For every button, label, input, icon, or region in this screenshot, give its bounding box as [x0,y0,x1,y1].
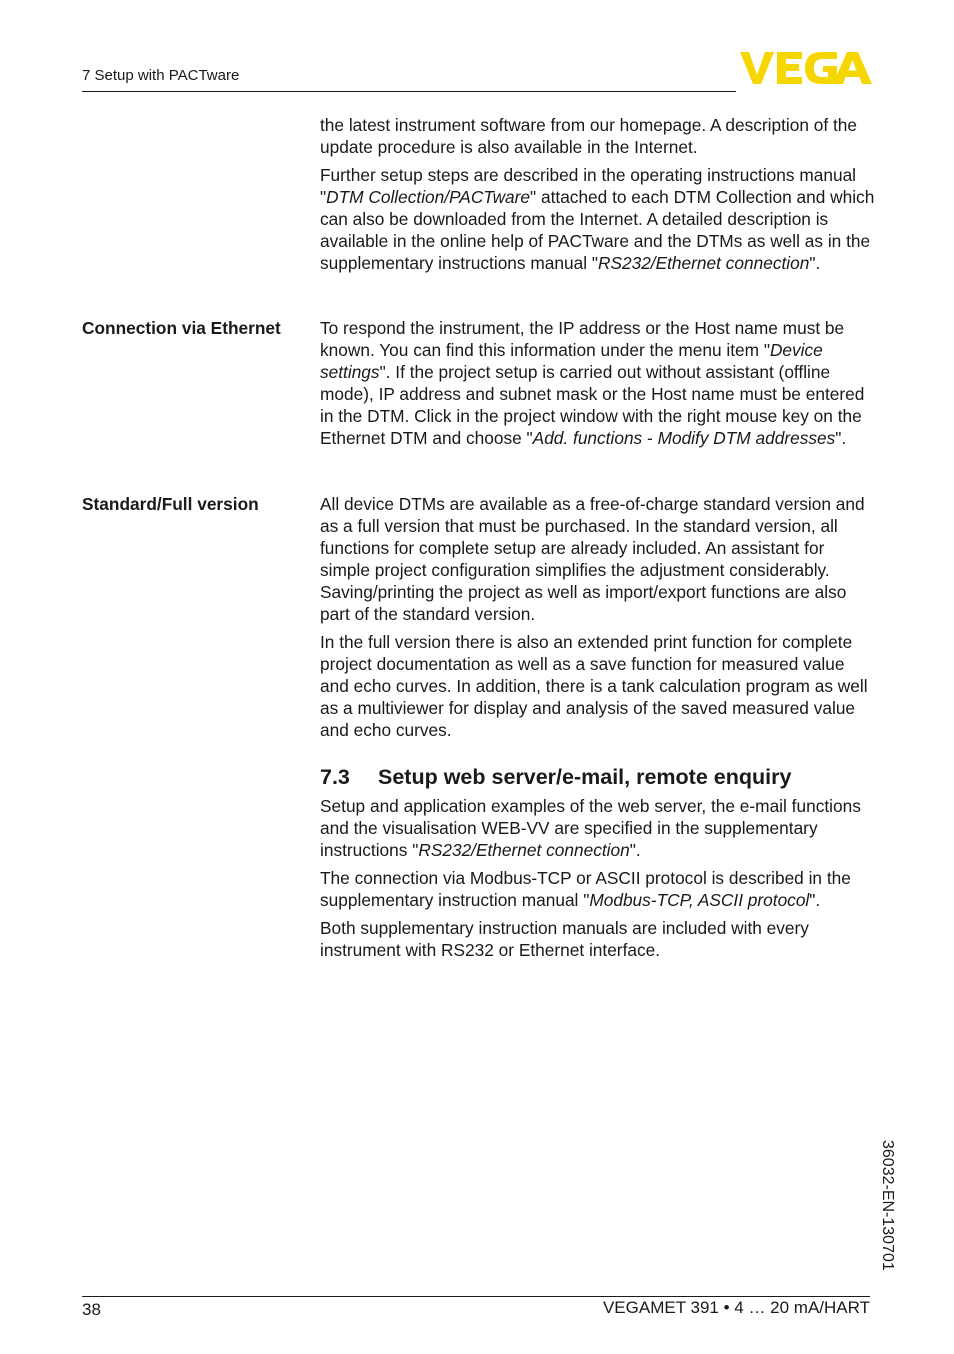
section-7-3-paragraph-1: Setup and application examples of the web server, the e-mail functions and the visualisation WEB-VV are specified in the supplementary instructions "RS232/Ethernet connection". [320,796,861,860]
ethernet-paragraph: To respond the instrument, the IP address or the Host name must be known. You can find this information under the menu item "Device settings". If the project setup is carried out without assistant (offline mode), IP address and subnet mask or the Host name must be entered in the DTM. Click in the project window with the right mouse key on the Ethernet DTM and choose "Add. functions - Modify DTM addresses". [320,318,865,448]
ethernet-text [320,317,876,455]
intro-paragraph-2: Further setup steps are described in the operating instructions manual "DTM Collection/PACTware" attached to each DTM Collection and which can also be downloaded from the Internet. A detailed description is available in the online help of PACTware and the DTMs as well as in the supplementary instructions manual "RS232/Ethernet connection". [320,165,875,273]
standard-paragraph-1: All device DTMs are available as a free-of-charge standard version and as a full version that must be purchased. In the standard version, all functions for complete setup are already included. An assistant for simple project configuration simplifies the adjustment considerably. Saving/printing the project as well as import/export functions are also part of the standard version. [320,494,865,624]
standard-version-label: Standard/Full version [82,494,259,514]
vega-logo [740,51,872,85]
section-title: Setup web server/e-mail, remote enquiry [378,765,792,789]
section-7-3-text [320,795,876,967]
running-header: 7 Setup with PACTware [82,67,240,84]
header-divider [82,91,736,92]
product-name: VEGAMET 391 • 4 … 20 mA/HART [602,1298,870,1317]
page-number: 38 [82,1300,101,1319]
standard-paragraph-2: In the full version there is also an extended print function for complete project documentation as well as a save function for measured value and echo curves. In addition, there is a tank calculation program as well as a multiviewer for display and analysis of the saved measured value and echo curves. [320,632,868,740]
standard-version-text [320,493,876,747]
intro-text [320,114,876,280]
ethernet-label: Connection via Ethernet [82,318,281,338]
section-7-3-paragraph-2: The connection via Modbus-TCP or ASCII protocol is described in the supplementary instruction manual "Modbus-TCP, ASCII protocol". [320,868,851,910]
section-number: 7.3 [320,765,350,789]
footer-divider [82,1296,870,1297]
document-id: 36032-EN-130701 [879,1140,896,1271]
section-heading-7-3 [320,762,791,792]
section-7-3-paragraph-3: Both supplementary instruction manuals are included with every instrument with RS232 or Ethernet interface. [320,918,809,960]
intro-paragraph-1: the latest instrument software from our homepage. A description of the update procedure is also available in the Internet. [320,115,857,157]
